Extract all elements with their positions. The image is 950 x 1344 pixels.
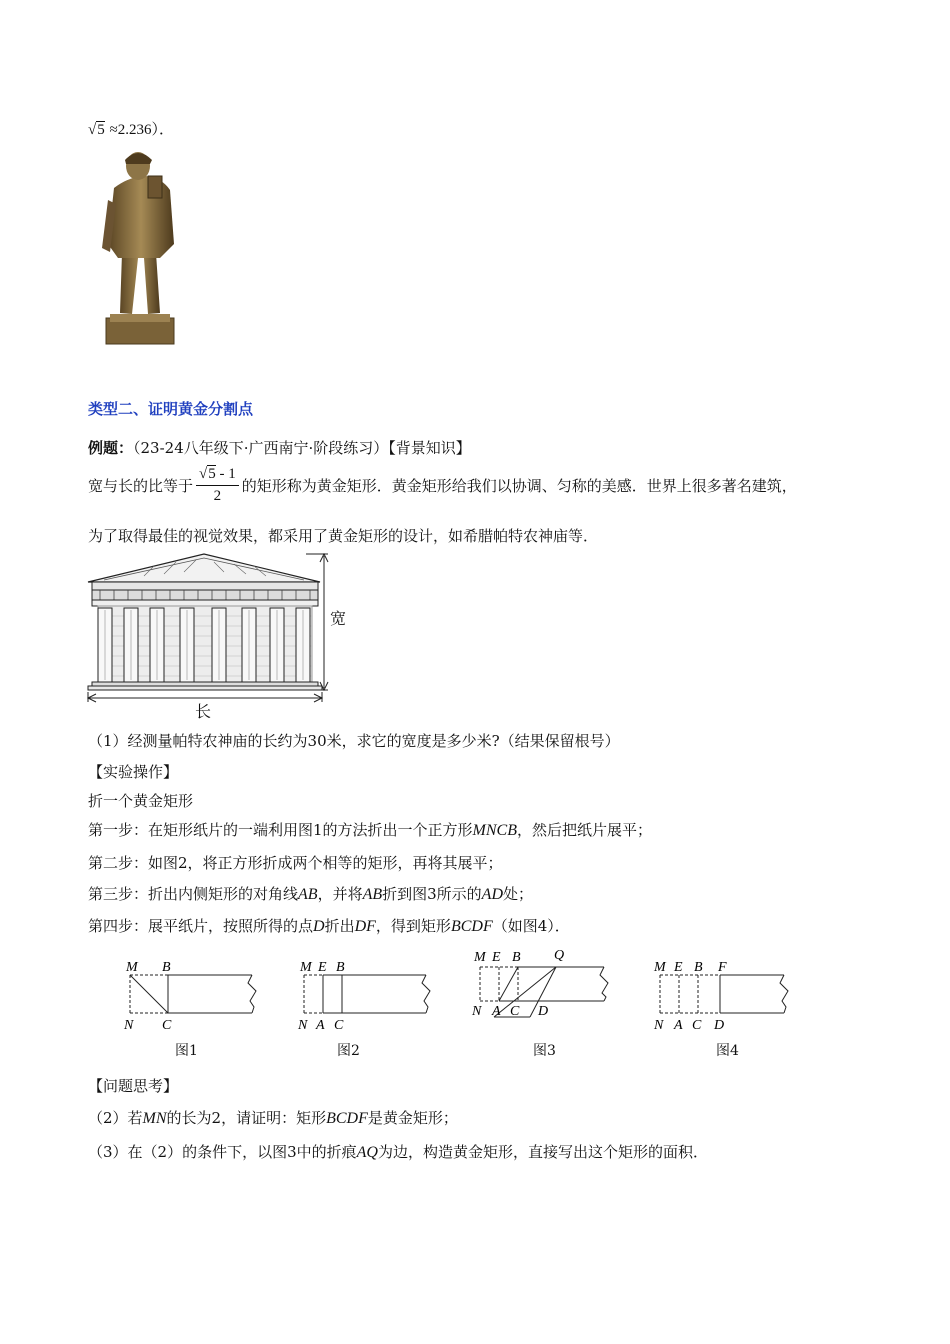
caption-fig3: 图3 bbox=[533, 1043, 556, 1059]
question-1: （1）经测量帕特农神庙的长约为30米，求它的宽度是多少米?（结果保留根号） bbox=[88, 732, 620, 750]
statue-image bbox=[100, 148, 185, 348]
fig2-label-c: C bbox=[334, 1018, 344, 1033]
fig4-label-f: F bbox=[718, 960, 727, 975]
background-line-1 bbox=[88, 466, 797, 505]
caption-fig4: 图4 bbox=[716, 1043, 739, 1059]
formula-tail: ）． bbox=[151, 120, 175, 138]
caption-fig1: 图1 bbox=[175, 1043, 198, 1059]
example-label: 例题： bbox=[88, 439, 134, 457]
fig3-label-n: N bbox=[472, 1004, 482, 1019]
q3-post: 为边，构造黄金矩形，直接写出这个矩形的面积． bbox=[377, 1143, 708, 1161]
step-4-var-2: DF bbox=[354, 918, 376, 935]
question-3 bbox=[88, 1141, 708, 1162]
background-line-2: 为了取得最佳的视觉效果，都采用了黄金矩形的设计，如希腊帕特农神庙等． bbox=[88, 527, 599, 545]
q2-pre: （2）若 bbox=[88, 1109, 143, 1127]
golden-ratio-fraction: $\frac{√5 - 1}{2}$ bbox=[196, 466, 239, 505]
step-4-pre: 第四步：展平纸片，按照所得的点 bbox=[88, 917, 314, 935]
fig3-label-c: C bbox=[510, 1004, 520, 1019]
fig1-label-m: M bbox=[126, 960, 138, 975]
step-3-post: 处； bbox=[503, 885, 534, 903]
step-1 bbox=[88, 819, 652, 840]
step-1-post: ，然后把纸片展平； bbox=[517, 821, 653, 839]
step-1-var: MNCB bbox=[472, 822, 517, 839]
step-4-mid-1: 折出 bbox=[324, 917, 355, 935]
fig1-label-n: N bbox=[124, 1018, 134, 1033]
fraction-num-tail: - 1 bbox=[215, 466, 236, 482]
step-4-mid-2: ，得到矩形 bbox=[375, 917, 451, 935]
fig2-label-a: A bbox=[316, 1018, 325, 1033]
q2-var-1: MN bbox=[142, 1110, 167, 1127]
step-3-var-1: AB bbox=[298, 886, 318, 903]
length-label: 长 bbox=[195, 702, 212, 721]
fig4-label-n: N bbox=[654, 1018, 664, 1033]
sqrt-radicand: 5 bbox=[97, 122, 105, 138]
fig4-label-d: D bbox=[714, 1018, 725, 1033]
top-formula: √5 ≈2.236）． bbox=[88, 120, 175, 138]
step-4-post: （如图4）． bbox=[492, 917, 570, 935]
fig1-label-c: C bbox=[162, 1018, 172, 1033]
q2-mid: 的长为2，请证明：矩形 bbox=[166, 1109, 327, 1127]
fig4-label-a: A bbox=[674, 1018, 683, 1033]
background-post: 的矩形称为黄金矩形．黄金矩形给我们以协调、匀称的美感．世界上很多著名建筑， bbox=[241, 477, 797, 495]
fig2-label-b: B bbox=[336, 960, 345, 975]
figure-4 bbox=[650, 955, 810, 1035]
fig4-label-m: M bbox=[654, 960, 666, 975]
experiment-title: 折一个黄金矩形 bbox=[88, 792, 194, 810]
q2-var-2: BCDF bbox=[326, 1110, 368, 1127]
fig3-label-a: A bbox=[492, 1004, 501, 1019]
step-2: 第二步：如图2，将正方形折成两个相等的矩形，再将其展平； bbox=[88, 854, 503, 872]
fig3-label-m: M bbox=[474, 950, 486, 965]
fig2-label-e: E bbox=[318, 960, 327, 975]
fig4-label-e: E bbox=[674, 960, 683, 975]
section-title: 类型二、证明黄金分割点 bbox=[88, 400, 254, 418]
experiment-header: 【实验操作】 bbox=[88, 763, 179, 781]
fig3-label-q: Q bbox=[554, 948, 565, 963]
figure-2 bbox=[294, 955, 444, 1035]
example-source: （23-24八年级下·广西南宁·阶段练习）【背景知识】 bbox=[133, 439, 471, 457]
fig4-label-b: B bbox=[694, 960, 703, 975]
background-pre: 宽与长的比等于 bbox=[88, 477, 194, 495]
thinking-header: 【问题思考】 bbox=[88, 1077, 179, 1095]
figure-1 bbox=[120, 955, 270, 1035]
example-line bbox=[88, 437, 471, 458]
parthenon-figure bbox=[84, 552, 354, 720]
question-2 bbox=[88, 1107, 458, 1128]
step-1-pre: 第一步：在矩形纸片的一端利用图1的方法折出一个正方形 bbox=[88, 821, 473, 839]
fig1-label-b: B bbox=[162, 960, 171, 975]
approx-value: ≈2.236 bbox=[109, 122, 152, 138]
step-4-var-3: BCDF bbox=[450, 918, 493, 935]
width-label: 宽 bbox=[330, 609, 347, 628]
step-3-mid-2: 折到图3所示的 bbox=[382, 885, 482, 903]
q3-pre: （3）在（2）的条件下，以图3中的折痕 bbox=[88, 1143, 357, 1161]
fig2-label-m: M bbox=[300, 960, 312, 975]
fig3-label-d: D bbox=[538, 1004, 549, 1019]
step-4-var-1: D bbox=[313, 918, 325, 935]
fig3-label-e: E bbox=[492, 950, 501, 965]
step-3 bbox=[88, 883, 533, 904]
caption-fig2: 图2 bbox=[337, 1043, 360, 1059]
fig3-label-b: B bbox=[512, 950, 521, 965]
q2-post: 是黄金矩形； bbox=[367, 1109, 458, 1127]
fraction-radicand: 5 bbox=[208, 466, 216, 482]
step-3-pre: 第三步：折出内侧矩形的对角线 bbox=[88, 885, 299, 903]
fig4-label-c: C bbox=[692, 1018, 702, 1033]
step-4 bbox=[88, 915, 570, 936]
step-3-var-3: AD bbox=[481, 886, 503, 903]
fig2-label-n: N bbox=[298, 1018, 308, 1033]
figure-3 bbox=[470, 945, 630, 1035]
step-3-mid-1: ，并将 bbox=[317, 885, 363, 903]
step-3-var-2: AB bbox=[362, 886, 383, 903]
q3-var: AQ bbox=[356, 1144, 378, 1161]
fraction-denominator: 2 bbox=[213, 488, 222, 504]
